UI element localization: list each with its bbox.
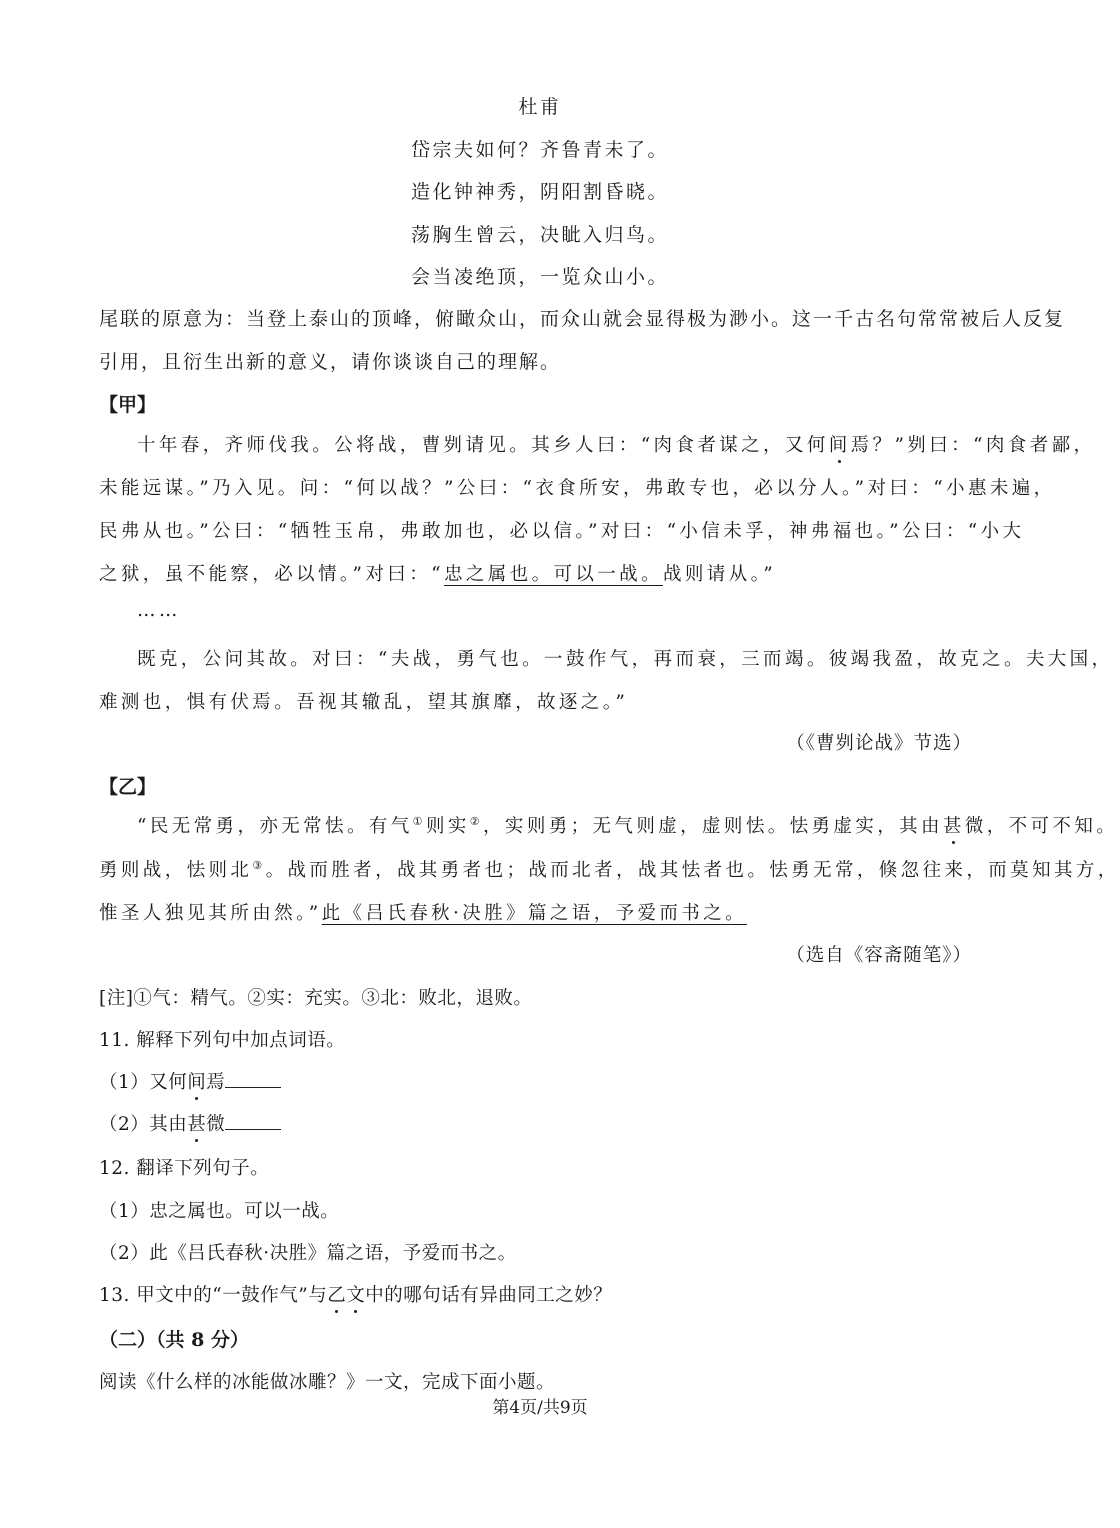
yi-line-1-text-d: 微，不可不知。 xyxy=(964,816,1119,837)
poem-line-3: 荡胸生曾云，决眦入归鸟。 xyxy=(410,224,669,246)
underlined-sentence-jia: 忠之属也。可以一战。 xyxy=(443,564,663,585)
question-10-line-2: 引用，且衍生出新的意义，请你谈谈自己的理解。 xyxy=(99,351,562,373)
footnote-mark-2: ② xyxy=(469,814,484,828)
jia-p1-line-2: 未能远谋。”乃入见。问：“何以战？”公曰：“衣食所安，弗敢专也，必以分人。”对曰：“小惠未遍， xyxy=(99,478,1056,499)
jia-p1-line-1 xyxy=(137,431,1095,457)
jia-source: （《曹刿论战》节选） xyxy=(786,733,972,754)
poem-line-2: 造化钟神秀，阴阳割昏晓。 xyxy=(410,181,669,203)
emphasis-dot-jian: 间 xyxy=(829,431,851,457)
yi-line-1-text-a: “民无常勇，亦无常怯。有气 xyxy=(137,816,413,837)
jia-p1-line-3: 民弗从也。”公曰：“牺牲玉帛，弗敢加也，必以信。”对曰：“小信未孚，神弗福也。”公曰：“小大 xyxy=(99,521,1025,542)
question-11-item-1-prefix: （1）又何 xyxy=(99,1072,188,1093)
question-12-item-1: （1）忠之属也。可以一战。 xyxy=(99,1201,340,1222)
jia-ellipsis: …… xyxy=(137,600,181,621)
answer-blank-1[interactable] xyxy=(225,1071,281,1088)
jia-p1-line-4 xyxy=(99,560,776,586)
page-footer: 第4页/共9页 xyxy=(492,1398,588,1418)
question-13-suffix: 中的哪句话有异曲同工之妙？ xyxy=(365,1285,613,1306)
question-11-item-2 xyxy=(99,1110,281,1136)
yi-line-3-text-a: 惟圣人独见其所由然。” xyxy=(99,903,322,924)
question-13-prefix: 13. 甲文中的“一鼓作气”与 xyxy=(99,1285,328,1306)
yi-source: （选自《容斋随笔》） xyxy=(786,945,972,966)
yi-line-1-text-b: 则实 xyxy=(425,816,470,837)
yi-line-2-text-b: 。战而胜者，战其勇者也；战而北者，战其怯者也。怯勇无常，倏忽往来，而莫知其方， xyxy=(265,860,1120,881)
underlined-sentence-yi: 此《吕氏春秋·决胜》篇之语，予爱而书之。 xyxy=(321,903,747,924)
question-11-item-1 xyxy=(99,1068,281,1094)
emphasis-dot-wen: 文 xyxy=(346,1281,365,1307)
yi-line-2-text-a: 勇则战，怯则北 xyxy=(99,860,253,881)
emphasis-dot-shen-q: 甚 xyxy=(187,1110,206,1136)
question-11-item-1-suffix: 焉 xyxy=(206,1072,226,1093)
footnote-mark-3: ③ xyxy=(252,858,266,872)
question-11-title: 11. 解释下列句中加点词语。 xyxy=(99,1030,346,1051)
yi-line-1 xyxy=(137,812,1118,838)
emphasis-dot-jian-q: 间 xyxy=(187,1068,206,1094)
footnote-mark-1: ① xyxy=(412,814,426,828)
emphasis-dot-yi: 乙 xyxy=(327,1281,346,1307)
question-12-title: 12. 翻译下列句子。 xyxy=(99,1158,270,1179)
section-2-intro: 阅读《什么样的冰能做冰雕？》一文，完成下面小题。 xyxy=(99,1372,556,1393)
jia-p1-line-4-text-b: 战则请从。” xyxy=(662,564,777,585)
question-12-item-2: （2）此《吕氏春秋·决胜》篇之语，予爱而书之。 xyxy=(99,1243,517,1264)
section-2-heading: （二）（共 8 分） xyxy=(99,1329,249,1351)
passage-jia-label: 【甲】 xyxy=(99,394,157,416)
jia-p2-line-1: 既克，公问其故。对曰：“夫战，勇气也。一鼓作气，再而衰，三而竭。彼竭我盈，故克之。夫大国， xyxy=(137,649,1114,670)
question-13 xyxy=(99,1281,612,1307)
yi-line-3 xyxy=(99,899,747,925)
poem-author: 杜甫 xyxy=(518,96,562,118)
question-11-item-2-suffix: 微 xyxy=(206,1114,226,1135)
passage-yi-label: 【乙】 xyxy=(99,776,157,798)
yi-line-1-text-c: ，实则勇；无气则虚，虚则怯。怯勇虚实，其由 xyxy=(483,816,943,837)
poem-line-4: 会当凌绝顶，一览众山小。 xyxy=(410,266,669,288)
footnotes: [注]①气：精气。②实：充实。③北：败北，退败。 xyxy=(99,988,533,1009)
emphasis-dot-shen: 甚 xyxy=(943,812,965,838)
jia-p1-line-1-text-a: 十年春，齐师伐我。公将战，曹刿请见。其乡人曰：“肉食者谋之，又何 xyxy=(137,435,829,456)
yi-line-2 xyxy=(99,856,1120,882)
answer-blank-2[interactable] xyxy=(225,1113,281,1130)
jia-p1-line-4-text-a: 之狱，虽不能察，必以情。”对曰：“ xyxy=(99,564,444,585)
jia-p2-line-2: 难测也，惧有伏焉。吾视其辙乱，望其旗靡，故逐之。” xyxy=(99,692,629,713)
poem-line-1: 岱宗夫如何？齐鲁青未了。 xyxy=(410,139,669,161)
jia-p1-line-1-text-b: 焉？”刿曰：“肉食者鄙， xyxy=(850,435,1096,456)
question-10-line-1: 尾联的原意为：当登上泰山的顶峰，俯瞰众山，而众山就会显得极为渺小。这一千古名句常常被后人反复 xyxy=(99,308,1066,330)
question-11-item-2-prefix: （2）其由 xyxy=(99,1114,188,1135)
